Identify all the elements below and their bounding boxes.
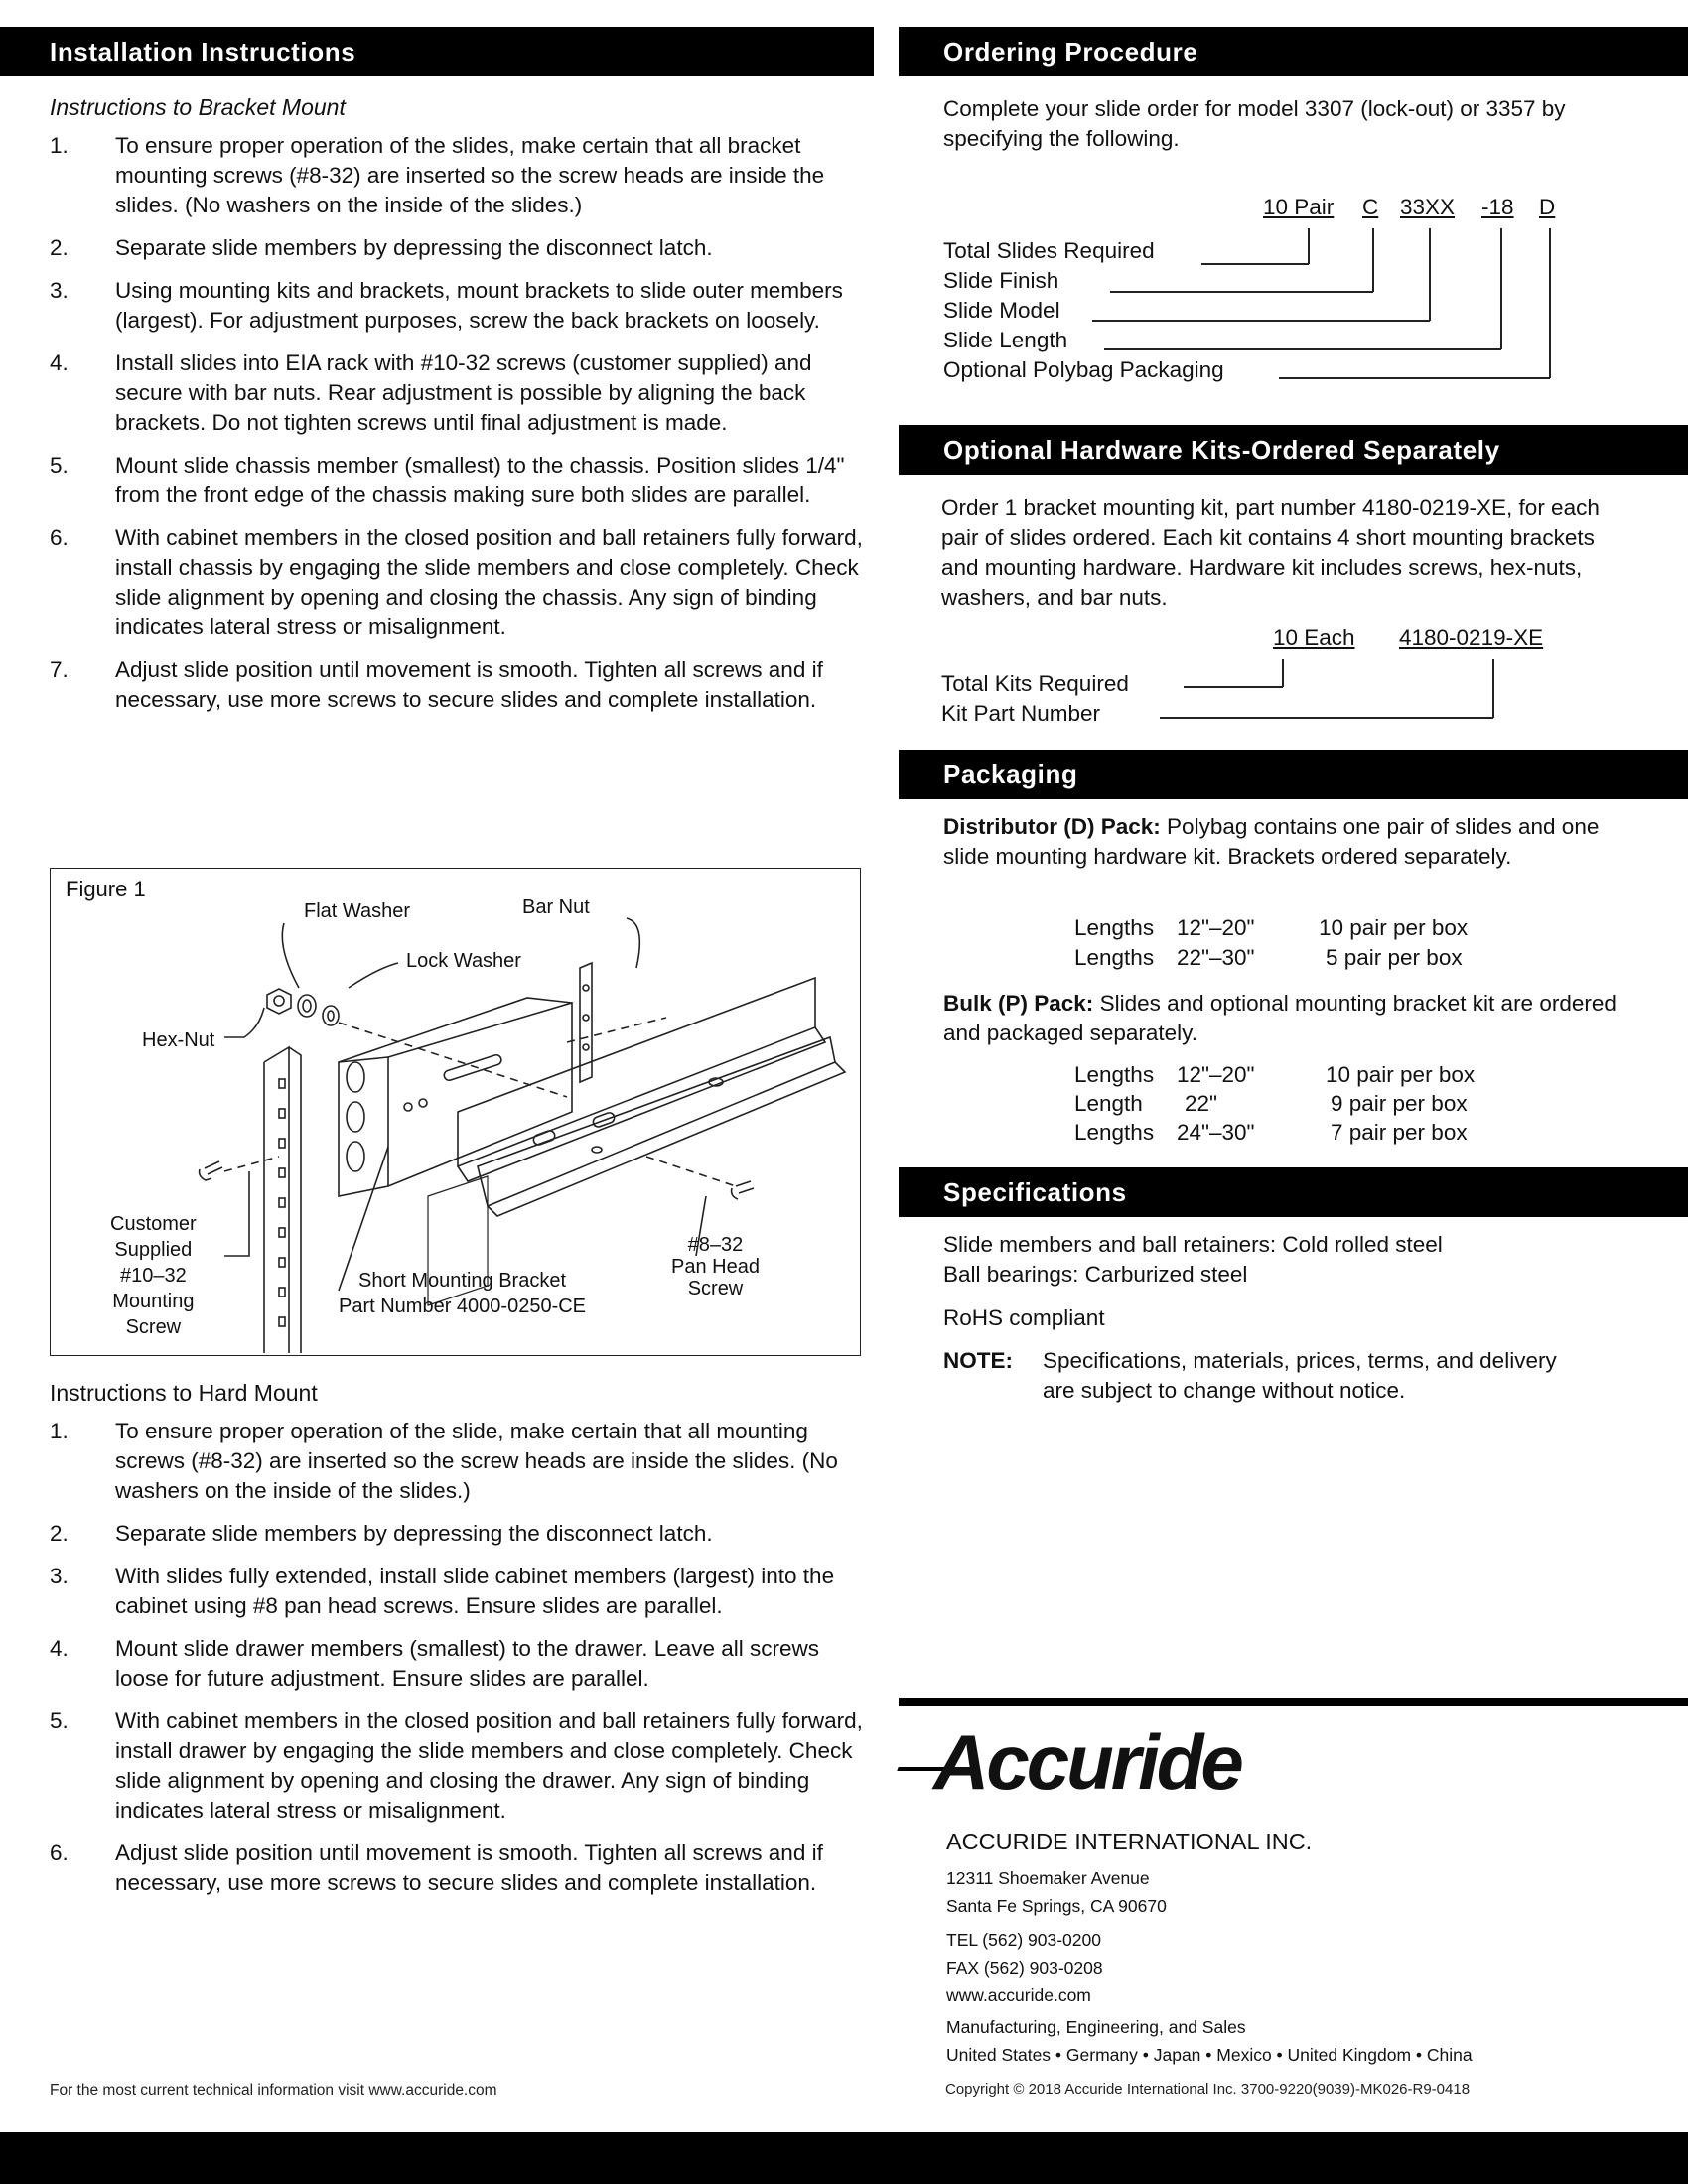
installation-header: Installation Instructions [50, 36, 356, 67]
step-number: 3. [50, 278, 69, 303]
divider-rule [899, 1698, 1688, 1706]
kit-code-diagram [941, 625, 1656, 735]
step-text: With cabinet members in the closed position and ball retainers fully forward, install drawer by engaging the slide members and close completely. Check slide alignment by opening and closing the drawer. Any sign of binding indicates lateral stress or misalignment. [115, 1708, 863, 1823]
order-label-length: Slide Length [943, 328, 1068, 352]
step-text: Install slides into EIA rack with #10-32 screws (customer supplied) and secure with bar nuts. Rear adjustment is possible by aligning the back brackets. Do not tighten screws until final adjustment is made. [115, 350, 812, 435]
step-item [50, 451, 864, 510]
figure-1 [50, 868, 861, 1356]
packaging-header-bar [899, 750, 1688, 799]
step-number: 4. [50, 350, 69, 375]
spec-note [943, 1346, 1638, 1406]
step-number: 6. [50, 525, 69, 550]
packaging-header: Packaging [943, 758, 1078, 789]
step-item [50, 655, 864, 715]
ordering-intro: Complete your slide order for model 3307 (lock-out) or 3357 by specifying the following. [943, 96, 1566, 151]
spec-materials: Slide members and ball retainers: Cold rolled steel Ball bearings: Carburized steel [943, 1232, 1443, 1287]
specs-header: Specifications [943, 1176, 1127, 1207]
specs-header-bar [899, 1167, 1688, 1217]
hardware-header: Optional Hardware Kits-Ordered Separately [943, 434, 1500, 465]
step-item [50, 131, 864, 220]
accuride-logo [894, 1717, 1331, 1807]
hard-mount-heading: Instructions to Hard Mount [50, 1380, 318, 1406]
ordering-header-bar [899, 27, 1688, 76]
step-number: 7. [50, 657, 69, 682]
kit-code-part: 4180-0219-XE [1399, 625, 1544, 650]
bracket-mount-heading: Instructions to Bracket Mount [50, 94, 346, 120]
company-website-link[interactable]: www.accuride.com [946, 1985, 1091, 2005]
step-item [50, 1519, 864, 1549]
customer-screw-label: Customer Supplied #10–32 Mounting Screw [110, 1213, 197, 1338]
hard-mount-section [50, 1380, 864, 1911]
distributor-title: Distributor (D) Pack: [943, 814, 1161, 839]
kit-label-part: Kit Part Number [941, 701, 1101, 726]
order-label-packaging: Optional Polybag Packaging [943, 357, 1224, 382]
bulk-text: Slides and optional mounting bracket kit are ordered and packaged separately. [943, 991, 1617, 1045]
hex-nut-label: Hex-Nut [142, 1029, 215, 1051]
distributor-pack [943, 812, 1628, 872]
step-number: 1. [50, 1419, 69, 1443]
note-text: Specifications, materials, prices, terms, and delivery are subject to change without notice. [1043, 1348, 1557, 1403]
step-number: 2. [50, 235, 69, 260]
kit-label-total: Total Kits Required [941, 671, 1129, 696]
short-bracket-label: Short Mounting Bracket Part Number 4000-0250-CE [339, 1270, 587, 1317]
step-text: With cabinet members in the closed position and ball retainers fully forward, install chassis by engaging the slide members and close completely. Check slide alignment by opening and closing the chassis. Any sign of binding indicates lateral stress or misalignment. [115, 525, 863, 639]
spec-rohs: RoHS compliant [943, 1305, 1105, 1330]
step-text: Separate slide members by depressing the disconnect latch. [115, 235, 713, 260]
bottom-bar [0, 2132, 1688, 2184]
step-text: To ensure proper operation of the slide, make certain that all mounting screws (#8-32) are inserted so the screw heads are inside the slides. (No washers on the inside of the slides.) [115, 1419, 838, 1503]
logo-text: Accuride [933, 1718, 1241, 1806]
order-code-quantity: 10 Pair [1263, 195, 1335, 219]
left-footer: For the most current technical information visit www.accuride.com [50, 2082, 497, 2099]
kit-code-quantity: 10 Each [1273, 625, 1355, 650]
company-phone: TEL (562) 903-0200 FAX (562) 903-0208 [946, 1930, 1103, 1978]
installation-header-bar [0, 27, 874, 76]
step-item [50, 233, 864, 263]
bar-nut-label: Bar Nut [522, 896, 590, 918]
hardware-header-bar [899, 425, 1688, 475]
ordering-header: Ordering Procedure [943, 36, 1198, 67]
order-label-model: Slide Model [943, 298, 1060, 323]
hardware-intro: Order 1 bracket mounting kit, part number 4180-0219-XE, for each pair of slides ordered. Each kit contains 4 short mounting brackets and mounting hardware. Hardware kit includes screws, hex-nuts, washers, and bar nuts. [941, 495, 1600, 610]
order-code-length: -18 [1481, 195, 1514, 219]
bulk-pack [943, 989, 1628, 1048]
step-text: Separate slide members by depressing the disconnect latch. [115, 1521, 713, 1546]
lock-washer-label: Lock Washer [406, 950, 521, 972]
hard-steps-list [50, 1417, 864, 1898]
bracket-steps-list [50, 131, 864, 715]
company-locations: Manufacturing, Engineering, and Sales United States • Germany • Japan • Mexico • United Kingdom • China [946, 2017, 1473, 2065]
order-code-finish: C [1362, 195, 1379, 219]
step-number: 5. [50, 453, 69, 478]
pan-head-screw-label: #8–32 Pan Head Screw [671, 1234, 760, 1299]
step-item [50, 1706, 864, 1826]
figure-title: Figure 1 [66, 877, 146, 901]
step-item [50, 348, 864, 438]
bracket-mount-section [50, 94, 864, 728]
copyright: Copyright © 2018 Accuride International Inc. 3700-9220(9039)-MK026-R9-0418 [945, 2081, 1471, 2098]
step-number: 1. [50, 133, 69, 158]
step-number: 3. [50, 1564, 69, 1588]
step-text: To ensure proper operation of the slides, make certain that all bracket mounting screws (#8-32) are inserted so the screw heads are inside the slides. (No washers on the inside of the slides.) [115, 133, 825, 217]
step-item [50, 1417, 864, 1506]
step-number: 2. [50, 1521, 69, 1546]
step-text: Adjust slide position until movement is smooth. Tighten all screws and if necessary, use more screws to secure slides and complete installation. [115, 657, 823, 712]
step-item [50, 1839, 864, 1898]
bulk-title: Bulk (P) Pack: [943, 991, 1094, 1016]
order-code-diagram [943, 195, 1658, 393]
step-number: 5. [50, 1708, 69, 1733]
flat-washer-label: Flat Washer [304, 900, 411, 922]
step-text: Mount slide chassis member (smallest) to the chassis. Position slides 1/4" from the front edge of the chassis making sure both slides are parallel. [115, 453, 845, 507]
note-label: NOTE: [943, 1348, 1013, 1373]
step-item [50, 1562, 864, 1621]
company-address: 12311 Shoemaker Avenue Santa Fe Springs, CA 90670 [946, 1868, 1167, 1916]
step-item [50, 523, 864, 642]
order-code-packaging: D [1539, 195, 1556, 219]
step-text: With slides fully extended, install slide cabinet members (largest) into the cabinet using #8 pan head screws. Ensure slides are parallel. [115, 1564, 835, 1618]
step-text: Using mounting kits and brackets, mount brackets to slide outer members (largest). For adjustment purposes, screw the back brackets on loosely. [115, 278, 843, 333]
company-name: ACCURIDE INTERNATIONAL INC. [946, 1829, 1313, 1854]
order-label-total: Total Slides Required [943, 238, 1155, 263]
distributor-text: Polybag contains one pair of slides and one slide mounting hardware kit. Brackets ordered separately. [943, 814, 1600, 869]
step-number: 4. [50, 1636, 69, 1661]
order-label-finish: Slide Finish [943, 268, 1059, 293]
step-number: 6. [50, 1841, 69, 1865]
order-code-model: 33XX [1400, 195, 1456, 219]
step-item [50, 276, 864, 336]
step-item [50, 1634, 864, 1694]
step-text: Adjust slide position until movement is smooth. Tighten all screws and if necessary, use more screws to secure slides and complete installation. [115, 1841, 823, 1895]
step-text: Mount slide drawer members (smallest) to the drawer. Leave all screws loose for future adjustment. Ensure slides are parallel. [115, 1636, 820, 1691]
